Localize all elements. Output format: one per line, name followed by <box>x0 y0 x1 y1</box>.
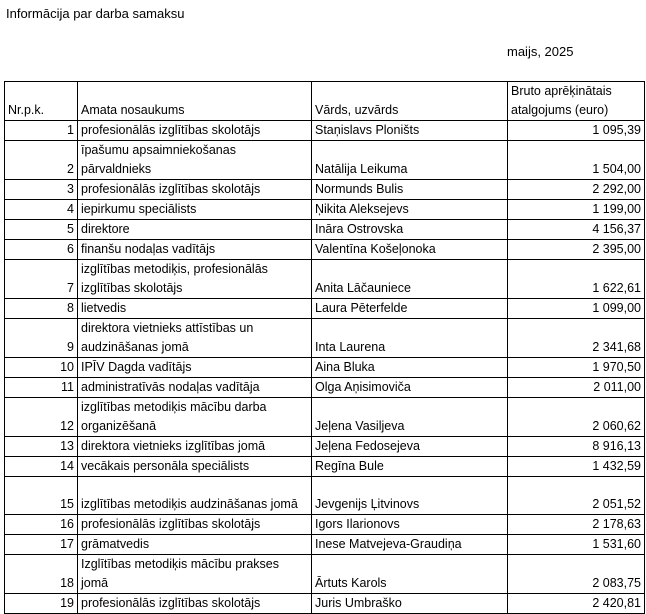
row-vards: Inta Laurena <box>312 319 508 358</box>
salary-table <box>4 81 645 614</box>
row-amata: direktora vietnieks izglītības jomā <box>78 437 312 457</box>
row-nr: 3 <box>5 180 78 200</box>
table-row <box>5 477 645 515</box>
row-alg: 8 916,13 <box>508 437 645 457</box>
row-alg: 4 156,37 <box>508 220 645 240</box>
header-amata: Amata nosaukums <box>78 82 312 121</box>
row-nr: 16 <box>5 515 78 535</box>
row-amata: profesionālās izglītības skolotājs <box>78 515 312 535</box>
table-row <box>5 398 645 437</box>
row-amata: finanšu nodaļas vadītājs <box>78 240 312 260</box>
row-alg: 2 420,81 <box>508 594 645 614</box>
header-alg: Bruto aprēķinātais atalgojums (euro) <box>508 82 645 121</box>
row-vards: Aina Bluka <box>312 358 508 378</box>
row-nr: 7 <box>5 260 78 299</box>
row-alg: 2 395,00 <box>508 240 645 260</box>
row-alg: 1 504,00 <box>508 141 645 180</box>
row-vards: Olga Aņisimoviča <box>312 378 508 398</box>
row-vards: Anita Lāčauniece <box>312 260 508 299</box>
row-nr: 8 <box>5 299 78 319</box>
row-vards: Inese Matvejeva-Graudiņa <box>312 535 508 555</box>
table-row <box>5 594 645 614</box>
row-alg: 2 051,52 <box>508 477 645 515</box>
row-alg: 2 292,00 <box>508 180 645 200</box>
table-row <box>5 260 645 299</box>
row-nr: 1 <box>5 121 78 141</box>
row-nr: 9 <box>5 319 78 358</box>
table-row <box>5 319 645 358</box>
table-row <box>5 141 645 180</box>
table-row <box>5 437 645 457</box>
row-nr: 5 <box>5 220 78 240</box>
row-amata: izglītības metodiķis audzināšanas jomā <box>78 477 312 515</box>
table-row <box>5 555 645 594</box>
row-nr: 15 <box>5 477 78 515</box>
row-nr: 14 <box>5 457 78 477</box>
table-header-row <box>5 82 645 121</box>
row-nr: 18 <box>5 555 78 594</box>
row-amata: izglītības metodiķis mācību darba organizēšanā <box>78 398 312 437</box>
row-vards: Staņislavs Ploništs <box>312 121 508 141</box>
row-alg: 1 099,00 <box>508 299 645 319</box>
report-date: maijs, 2025 <box>507 44 574 59</box>
row-amata: iepirkumu speciālists <box>78 200 312 220</box>
row-vards: Regīna Bule <box>312 457 508 477</box>
row-amata: vecākais personāla speciālists <box>78 457 312 477</box>
row-nr: 12 <box>5 398 78 437</box>
row-vards: Jeļena Vasiljeva <box>312 398 508 437</box>
table-row <box>5 515 645 535</box>
row-amata: grāmatvedis <box>78 535 312 555</box>
row-alg: 1 432,59 <box>508 457 645 477</box>
row-amata: profesionālās izglītības skolotājs <box>78 121 312 141</box>
row-nr: 10 <box>5 358 78 378</box>
table-row <box>5 358 645 378</box>
row-amata: izglītības metodiķis, profesionālās izglītības skolotājs <box>78 260 312 299</box>
row-alg: 1 622,61 <box>508 260 645 299</box>
document-title: Informācija par darba samaksu <box>6 6 185 21</box>
row-amata: īpašumu apsaimniekošanas pārvaldnieks <box>78 141 312 180</box>
row-vards: Igors Ilarionovs <box>312 515 508 535</box>
row-vards: Natālija Leikuma <box>312 141 508 180</box>
row-amata: administratīvās nodaļas vadītāja <box>78 378 312 398</box>
row-amata: direktora vietnieks attīstības un audzināšanas jomā <box>78 319 312 358</box>
row-vards: Ārtuts Karols <box>312 555 508 594</box>
row-nr: 11 <box>5 378 78 398</box>
table-row <box>5 220 645 240</box>
row-vards: Laura Pēterfelde <box>312 299 508 319</box>
row-nr: 4 <box>5 200 78 220</box>
table-row <box>5 200 645 220</box>
row-nr: 2 <box>5 141 78 180</box>
header-nr: Nr.p.k. <box>5 82 78 121</box>
row-alg: 2 083,75 <box>508 555 645 594</box>
table-row <box>5 180 645 200</box>
header-vards: Vārds, uzvārds <box>312 82 508 121</box>
row-amata: Izglītības metodiķis mācību prakses jomā <box>78 555 312 594</box>
table-row <box>5 299 645 319</box>
row-nr: 19 <box>5 594 78 614</box>
row-amata: direktore <box>78 220 312 240</box>
table-body <box>5 121 645 614</box>
row-nr: 17 <box>5 535 78 555</box>
row-vards: Valentīna Košeļonoka <box>312 240 508 260</box>
row-vards: Ināra Ostrovska <box>312 220 508 240</box>
row-alg: 2 060,62 <box>508 398 645 437</box>
row-amata: lietvedis <box>78 299 312 319</box>
row-amata: profesionālās izglītības skolotājs <box>78 594 312 614</box>
row-alg: 1 095,39 <box>508 121 645 141</box>
row-alg: 2 178,63 <box>508 515 645 535</box>
row-vards: Normunds Bulis <box>312 180 508 200</box>
table-row <box>5 457 645 477</box>
row-vards: Jeļena Fedosejeva <box>312 437 508 457</box>
row-vards: Jevgenijs Ļitvinovs <box>312 477 508 515</box>
table-row <box>5 121 645 141</box>
row-vards: Ņikita Aleksejevs <box>312 200 508 220</box>
table-row <box>5 378 645 398</box>
row-alg: 1 531,60 <box>508 535 645 555</box>
row-amata: IPĪV Dagda vadītājs <box>78 358 312 378</box>
row-nr: 6 <box>5 240 78 260</box>
row-alg: 1 199,00 <box>508 200 645 220</box>
row-alg: 2 341,68 <box>508 319 645 358</box>
row-nr: 13 <box>5 437 78 457</box>
row-amata: profesionālās izglītības skolotājs <box>78 180 312 200</box>
table-row <box>5 535 645 555</box>
row-vards: Juris Umbraško <box>312 594 508 614</box>
table-row <box>5 240 645 260</box>
row-alg: 1 970,50 <box>508 358 645 378</box>
row-alg: 2 011,00 <box>508 378 645 398</box>
